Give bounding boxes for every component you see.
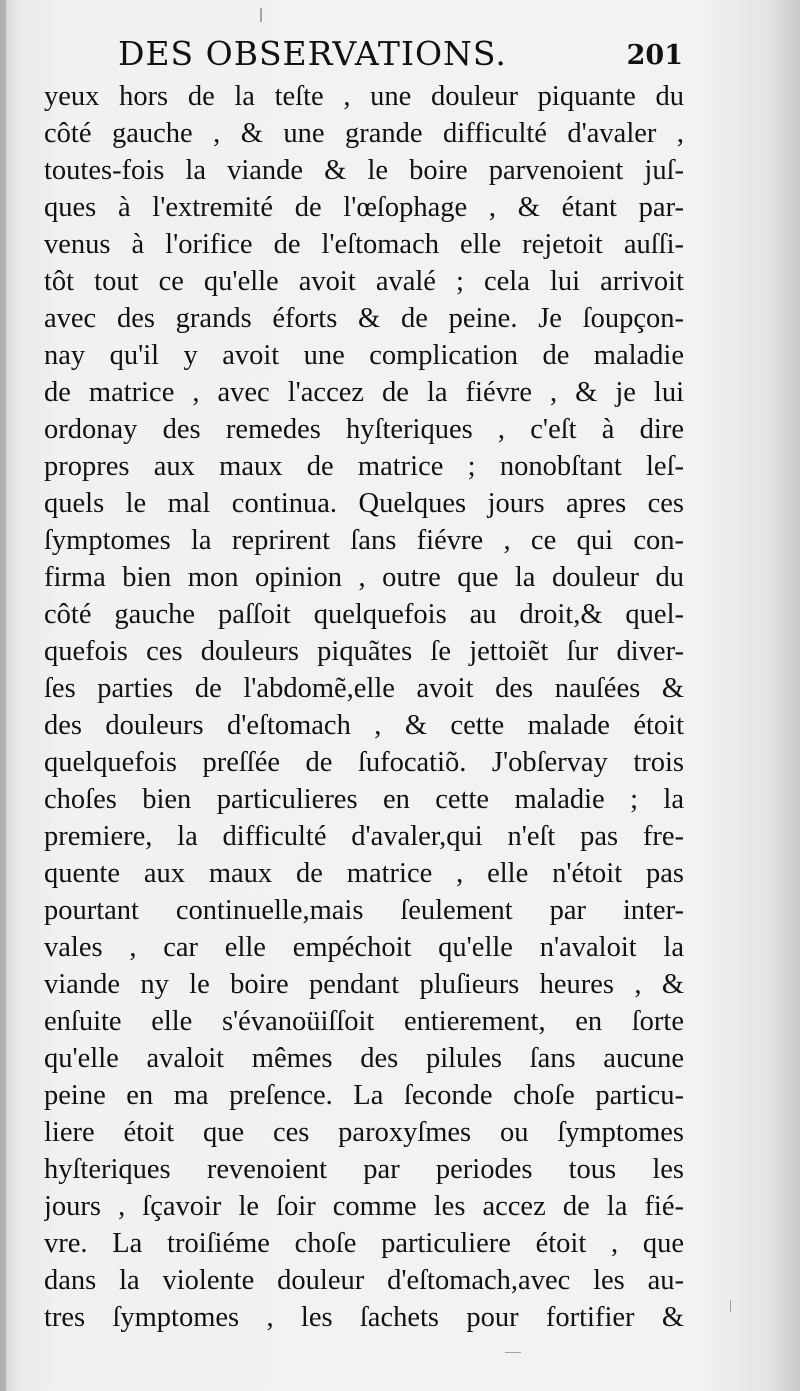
text-line: avec des grands éforts & de peine. Je ſoupçon- bbox=[44, 303, 684, 334]
print-scuff-mark bbox=[260, 8, 262, 22]
text-line: de matrice , avec l'accez de la fiévre , & je lui bbox=[44, 377, 684, 408]
page-edge-shadow bbox=[0, 0, 6, 1391]
text-line: côté gauche paſſoit quelquefois au droit,& quel- bbox=[44, 599, 684, 630]
print-scuff-mark bbox=[505, 1352, 521, 1353]
text-line: vre. La troiſiéme choſe particuliere étoit , que bbox=[44, 1228, 684, 1259]
text-line: dans la violente douleur d'eſtomach,avec les au- bbox=[44, 1265, 684, 1296]
text-line: qu'elle avaloit mêmes des pilules ſans aucune bbox=[44, 1043, 684, 1074]
text-line: pourtant continuelle,mais ſeulement par inter- bbox=[44, 895, 684, 926]
text-line: nay qu'il y avoit une complication de maladie bbox=[44, 340, 684, 371]
text-line: tôt tout ce qu'elle avoit avalé ; cela lui arrivoit bbox=[44, 266, 684, 297]
text-line: firma bien mon opinion , outre que la douleur du bbox=[44, 562, 684, 593]
text-line: ques à l'extremité de l'œſophage , & étant par- bbox=[44, 192, 684, 223]
text-line: yeux hors de la teſte , une douleur piquante du bbox=[44, 81, 684, 112]
text-line: jours , ſçavoir le ſoir comme les accez de la fié- bbox=[44, 1191, 684, 1222]
text-line: viande ny le boire pendant pluſieurs heures , & bbox=[44, 969, 684, 1000]
text-line: côté gauche , & une grande difficulté d'avaler , bbox=[44, 118, 684, 149]
text-line: premiere, la difficulté d'avaler,qui n'eſt pas fre- bbox=[44, 821, 684, 852]
text-line: ordonay des remedes hyſteriques , c'eſt à dire bbox=[44, 414, 684, 445]
text-line: ſes parties de l'abdomẽ,elle avoit des nauſées & bbox=[44, 673, 684, 704]
text-line: peine en ma preſence. La ſeconde choſe particu- bbox=[44, 1080, 684, 1111]
text-line: liere étoit que ces paroxyſmes ou ſymptomes bbox=[44, 1117, 684, 1148]
text-line: enſuite elle s'évanoüiſſoit entierement, en ſorte bbox=[44, 1006, 684, 1037]
text-line: tres ſymptomes , les ſachets pour fortifier & bbox=[44, 1302, 684, 1333]
print-scuff-mark bbox=[730, 1300, 731, 1312]
body-text bbox=[44, 78, 684, 1336]
text-line: vales , car elle empéchoit qu'elle n'avaloit la bbox=[44, 932, 684, 963]
text-line: quelquefois preſſée de ſufocatiõ. J'obſervay trois bbox=[44, 747, 684, 778]
text-line: choſes bien particulieres en cette maladie ; la bbox=[44, 784, 684, 815]
text-line: des douleurs d'eſtomach , & cette malade étoit bbox=[44, 710, 684, 741]
text-line: toutes-fois la viande & le boire parvenoient juſ- bbox=[44, 155, 684, 186]
text-line: quefois ces douleurs piquãtes ſe jettoiẽt ſur diver- bbox=[44, 636, 684, 667]
text-line: venus à l'orifice de l'eſtomach elle rejetoit auſſi- bbox=[44, 229, 684, 260]
text-line: ſymptomes la reprirent ſans fiévre , ce qui con- bbox=[44, 525, 684, 556]
page-number: 201 bbox=[626, 40, 683, 71]
text-line: quente aux maux de matrice , elle n'étoit pas bbox=[44, 858, 684, 889]
text-line: propres aux maux de matrice ; nonobſtant leſ- bbox=[44, 451, 684, 482]
running-title: DES OBSERVATIONS. bbox=[118, 34, 507, 73]
text-line: quels le mal continua. Quelques jours apres ces bbox=[44, 488, 684, 519]
text-line: hyſteriques revenoient par periodes tous les bbox=[44, 1154, 684, 1185]
